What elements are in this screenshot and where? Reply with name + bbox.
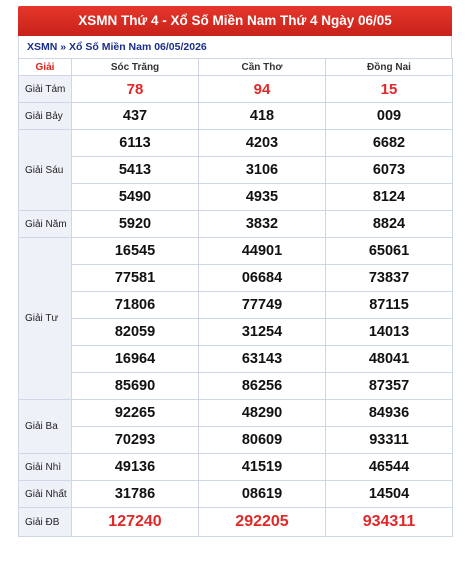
prize-number: 65061 bbox=[326, 238, 453, 265]
prize-number: 87115 bbox=[326, 292, 453, 319]
prize-label: Giải Tám bbox=[19, 76, 72, 103]
prize-number: 418 bbox=[199, 103, 326, 130]
prize-row bbox=[19, 508, 453, 537]
prize-label: Giải Tư bbox=[19, 238, 72, 400]
prize-number: 08619 bbox=[199, 481, 326, 508]
prize-number: 8124 bbox=[326, 184, 453, 211]
prize-number: 16545 bbox=[72, 238, 199, 265]
breadcrumb-home-link[interactable]: XSMN bbox=[27, 41, 58, 53]
prize-number: 009 bbox=[326, 103, 453, 130]
results-panel bbox=[18, 6, 452, 537]
breadcrumb-separator: » bbox=[60, 41, 67, 53]
prize-number: 5413 bbox=[72, 157, 199, 184]
prize-label: Giải Nhất bbox=[19, 481, 72, 508]
prize-number: 78 bbox=[72, 76, 199, 103]
prize-number: 48290 bbox=[199, 400, 326, 427]
prize-number: 16964 bbox=[72, 346, 199, 373]
prize-row bbox=[19, 319, 453, 346]
prize-row bbox=[19, 76, 453, 103]
prize-number: 41519 bbox=[199, 454, 326, 481]
header-province-soc-trang: Sóc Trăng bbox=[72, 59, 199, 76]
prize-label: Giải Năm bbox=[19, 211, 72, 238]
prize-number: 85690 bbox=[72, 373, 199, 400]
prize-number: 3832 bbox=[199, 211, 326, 238]
prize-number: 6113 bbox=[72, 130, 199, 157]
prize-number: 4935 bbox=[199, 184, 326, 211]
prize-row bbox=[19, 184, 453, 211]
prize-number: 49136 bbox=[72, 454, 199, 481]
prize-number: 15 bbox=[326, 76, 453, 103]
prize-number: 31786 bbox=[72, 481, 199, 508]
prize-number: 73837 bbox=[326, 265, 453, 292]
prize-number: 82059 bbox=[72, 319, 199, 346]
prize-number: 292205 bbox=[199, 508, 326, 537]
prize-number: 8824 bbox=[326, 211, 453, 238]
prize-row bbox=[19, 373, 453, 400]
page-title: XSMN Thứ 4 - Xổ Số Miền Nam Thứ 4 Ngày 06/05 bbox=[18, 6, 452, 36]
prize-number: 3106 bbox=[199, 157, 326, 184]
prize-number: 31254 bbox=[199, 319, 326, 346]
prize-number: 77581 bbox=[72, 265, 199, 292]
prize-row bbox=[19, 157, 453, 184]
prize-number: 71806 bbox=[72, 292, 199, 319]
prize-number: 14504 bbox=[326, 481, 453, 508]
header-province-dong-nai: Đồng Nai bbox=[326, 59, 453, 76]
prize-number: 46544 bbox=[326, 454, 453, 481]
prize-number: 80609 bbox=[199, 427, 326, 454]
prize-row bbox=[19, 481, 453, 508]
prize-number: 77749 bbox=[199, 292, 326, 319]
prize-number: 14013 bbox=[326, 319, 453, 346]
prize-row bbox=[19, 427, 453, 454]
prize-label: Giải Ba bbox=[19, 400, 72, 454]
prize-number: 6073 bbox=[326, 157, 453, 184]
header-prize: Giải bbox=[19, 59, 72, 76]
prize-row bbox=[19, 130, 453, 157]
prize-row bbox=[19, 238, 453, 265]
prize-number: 934311 bbox=[326, 508, 453, 537]
results-table bbox=[18, 58, 453, 537]
prize-number: 87357 bbox=[326, 373, 453, 400]
prize-label: Giải Bảy bbox=[19, 103, 72, 130]
prize-label: Giải Sáu bbox=[19, 130, 72, 211]
breadcrumb-current: Xổ Số Miền Nam 06/05/2026 bbox=[69, 41, 207, 53]
prize-number: 70293 bbox=[72, 427, 199, 454]
prize-label: Giải ĐB bbox=[19, 508, 72, 537]
prize-number: 5920 bbox=[72, 211, 199, 238]
prize-number: 84936 bbox=[326, 400, 453, 427]
prize-number: 93311 bbox=[326, 427, 453, 454]
prize-number: 06684 bbox=[199, 265, 326, 292]
prize-number: 92265 bbox=[72, 400, 199, 427]
prize-number: 437 bbox=[72, 103, 199, 130]
breadcrumb bbox=[18, 36, 452, 58]
header-row bbox=[19, 59, 453, 76]
prize-number: 48041 bbox=[326, 346, 453, 373]
prize-row bbox=[19, 292, 453, 319]
prize-number: 4203 bbox=[199, 130, 326, 157]
prize-row bbox=[19, 454, 453, 481]
prize-row bbox=[19, 400, 453, 427]
prize-row bbox=[19, 346, 453, 373]
header-province-can-tho: Cần Thơ bbox=[199, 59, 326, 76]
prize-number: 63143 bbox=[199, 346, 326, 373]
prize-number: 5490 bbox=[72, 184, 199, 211]
prize-number: 127240 bbox=[72, 508, 199, 537]
prize-row bbox=[19, 211, 453, 238]
prize-row bbox=[19, 103, 453, 130]
prize-number: 6682 bbox=[326, 130, 453, 157]
prize-number: 44901 bbox=[199, 238, 326, 265]
prize-label: Giải Nhì bbox=[19, 454, 72, 481]
prize-number: 94 bbox=[199, 76, 326, 103]
prize-row bbox=[19, 265, 453, 292]
prize-number: 86256 bbox=[199, 373, 326, 400]
